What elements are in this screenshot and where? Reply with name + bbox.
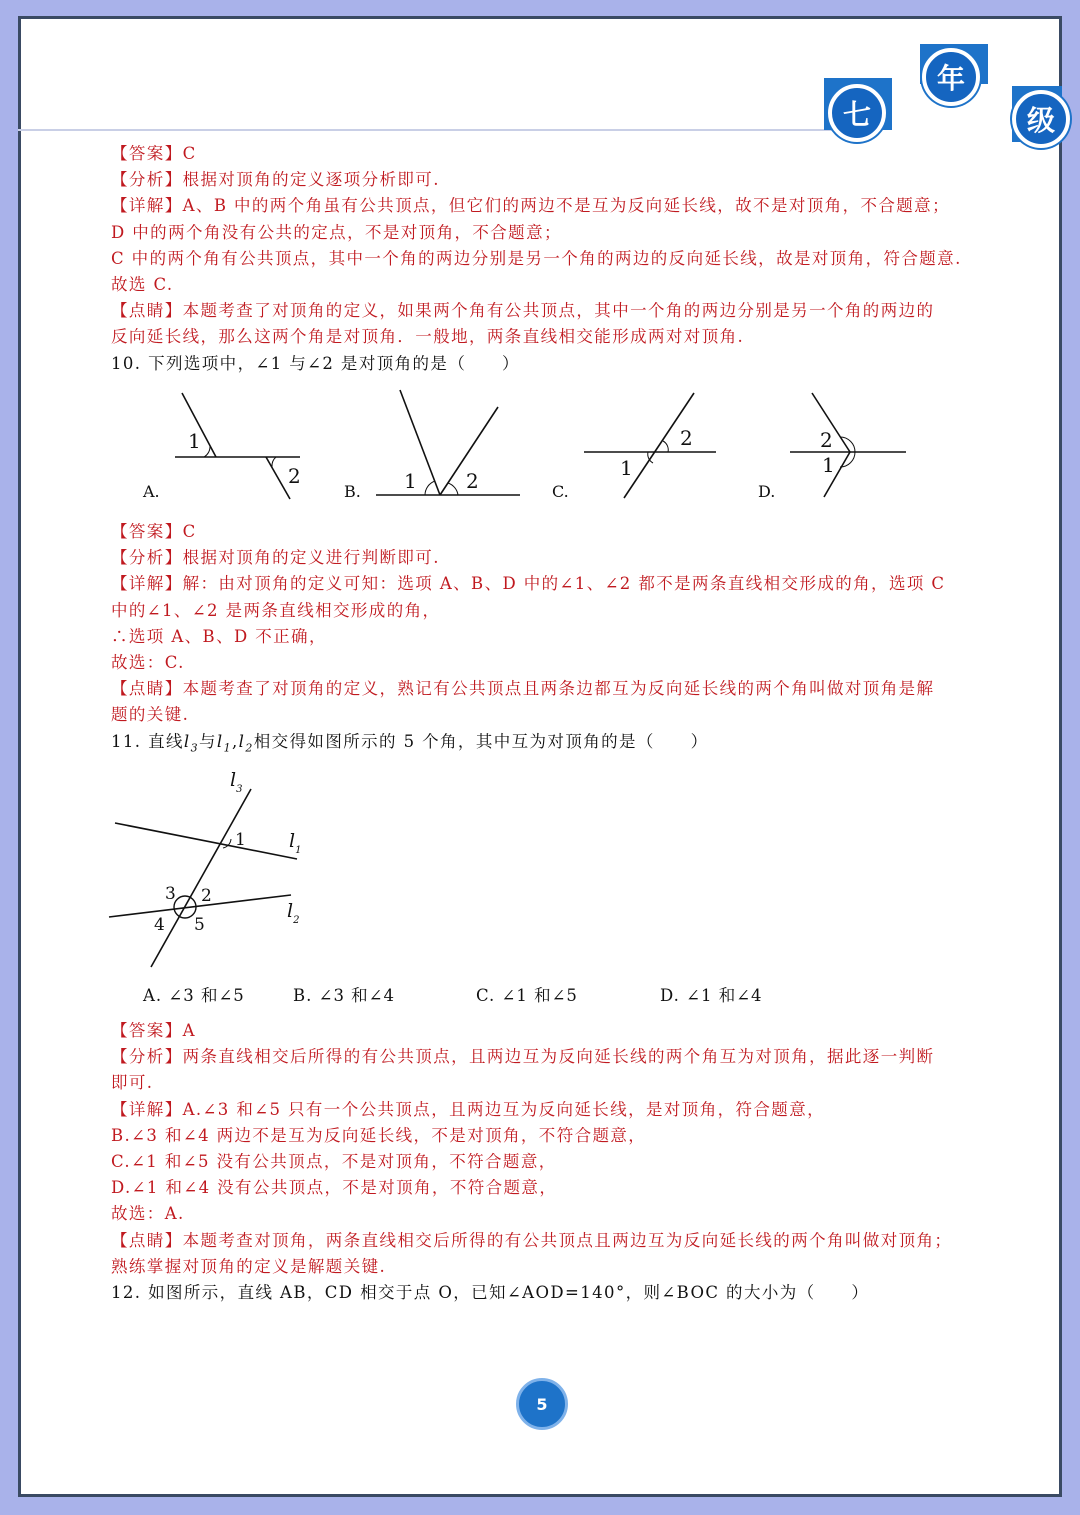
question-10-stem: 10. 下列选项中，∠1 与∠2 是对顶角的是（ ） <box>111 353 520 373</box>
grade-badge-qi: 七 <box>828 84 886 142</box>
note-line: 题的关键. <box>111 705 190 725</box>
answer-line: 【答案】A <box>111 1021 196 1040</box>
fig-b-angle2: 2 <box>466 469 479 493</box>
q11-option-a: A. ∠3 和∠5 <box>143 986 245 1005</box>
angle-label-5: 5 <box>194 915 205 935</box>
q11-stem-mid: 与 <box>198 731 217 751</box>
detail-line: B.∠3 和∠4 两边不是互为反向延长线，不是对顶角，不符合题意， <box>111 1125 647 1145</box>
detail-line: 故选：C. <box>111 652 185 672</box>
detail-line: 中的∠1、∠2 是两条直线相交形成的角， <box>111 600 441 620</box>
label-l1: $l_1$ <box>289 830 302 856</box>
q11-option-b: B. ∠3 和∠4 <box>293 986 396 1005</box>
analysis-line: 【分析】根据对顶角的定义进行判断即可. <box>111 548 440 568</box>
figure-a <box>142 393 301 501</box>
fig-b-label: B. <box>344 482 361 501</box>
angle-label-2: 2 <box>201 886 212 906</box>
answer-block-9 <box>111 141 971 377</box>
line-l1: $l_1$ <box>216 731 232 754</box>
fig-b-angle1: 1 <box>404 469 417 493</box>
note-line: 【点睛】本题考查对顶角，两条直线相交后所得的有公共顶点且两边互为反向延长线的两个角叫做对顶角； <box>111 1230 953 1250</box>
line-l3: $l_3$ <box>183 731 199 754</box>
note-line: 【点睛】本题考查了对顶角的定义，熟记有公共顶点且两条边都互为反向延长线的两个角叫做对顶角是解 <box>111 679 935 699</box>
figure-c <box>552 393 716 501</box>
q11-option-d: D. ∠1 和∠4 <box>660 986 763 1005</box>
answer-line: 【答案】C <box>111 144 197 163</box>
detail-line: 故选：A. <box>111 1204 185 1224</box>
q10-figure-svg <box>140 385 940 505</box>
analysis-line: 即可. <box>111 1073 154 1093</box>
q11-option-c: C. ∠1 和∠5 <box>476 986 578 1005</box>
detail-line: D 中的两个角没有公共的定点，不是对顶角，不合题意； <box>111 222 562 242</box>
fig-a-label: A. <box>143 482 160 501</box>
answer-line: 【答案】C <box>111 522 197 541</box>
q11-figure <box>105 765 325 979</box>
fig-d-angle1: 1 <box>822 453 835 477</box>
answer-block-10 <box>111 519 971 755</box>
question-12-stem: 12. 如图所示，直线 AB，CD 相交于点 O，已知∠AOD=140°，则∠BOC 的大小为（ ） <box>111 1282 870 1302</box>
grade-badge-nian: 年 <box>922 48 980 106</box>
analysis-line: 【分析】根据对顶角的定义逐项分析即可. <box>111 170 440 190</box>
detail-line: 【详解】A、B 中的两个角虽有公共顶点，但它们的两边不是互为反向延长线，故不是对顶角，不合题意； <box>111 196 950 216</box>
analysis-line: 【分析】两条直线相交后所得的有公共顶点，且两边互为反向延长线的两个角互为对顶角，据此逐一判断 <box>111 1047 935 1067</box>
label-l3: $l_3$ <box>230 769 243 795</box>
angle-label-1: 1 <box>235 830 246 850</box>
grade-badge-ji: 级 <box>1012 90 1070 148</box>
note-line: 反向延长线，那么这两个角是对顶角．一般地，两条直线相交能形成两对对顶角. <box>111 327 745 347</box>
answer-block-11 <box>111 1018 971 1306</box>
detail-line: 【详解】A.∠3 和∠5 只有一个公共顶点，且两边互为反向延长线，是对顶角，符合题意， <box>111 1099 825 1119</box>
q11-stem-post: 相交得如图所示的 5 个角，其中互为对顶角的是（ ） <box>253 731 709 751</box>
page-number: 5 <box>516 1378 568 1430</box>
detail-line: D.∠1 和∠4 没有公共顶点，不是对顶角，不符合题意， <box>111 1178 558 1198</box>
angle-label-3: 3 <box>165 884 176 904</box>
fig-c-label: C. <box>552 482 569 501</box>
header-rule <box>18 129 848 131</box>
line-l2: $l_2$ <box>238 731 254 754</box>
detail-line: 故选 C. <box>111 274 174 294</box>
detail-line: ∴选项 A、B、D 不正确， <box>111 626 327 646</box>
figure-d <box>758 393 906 501</box>
note-line: 【点睛】本题考查了对顶角的定义，如果两个角有公共顶点，其中一个角的两边分别是另一个角的两边的 <box>111 301 935 321</box>
fig-c-angle1: 1 <box>620 456 633 480</box>
fig-d-label: D. <box>758 482 776 501</box>
fig-a-angle1: 1 <box>188 429 201 453</box>
detail-line: 【详解】解：由对顶角的定义可知：选项 A、B、D 中的∠1、∠2 都不是两条直线相交形成的角，选项 C <box>111 574 946 594</box>
fig-d-angle2: 2 <box>820 428 833 452</box>
q10-figures <box>140 385 940 509</box>
label-l2: $l_2$ <box>287 900 300 926</box>
angle-label-4: 4 <box>154 915 165 935</box>
detail-line: C 中的两个角有公共顶点，其中一个角的两边分别是另一个角的两边的反向延长线，故是对顶角，符合题意. <box>111 248 962 268</box>
note-line: 熟练掌握对顶角的定义是解题关键. <box>111 1256 387 1276</box>
q11-stem-pre: 11. 直线 <box>111 731 184 751</box>
fig-c-angle2: 2 <box>680 426 693 450</box>
fig-a-angle2: 2 <box>288 464 301 488</box>
figure-b <box>344 390 520 501</box>
question-11-stem: 11. 直线$l_3$与$l_1,l_2$相交得如图所示的 5 个角，其中互为对顶角的是（ ） <box>111 731 709 754</box>
detail-line: C.∠1 和∠5 没有公共顶点，不是对顶角，不符合题意， <box>111 1151 557 1171</box>
